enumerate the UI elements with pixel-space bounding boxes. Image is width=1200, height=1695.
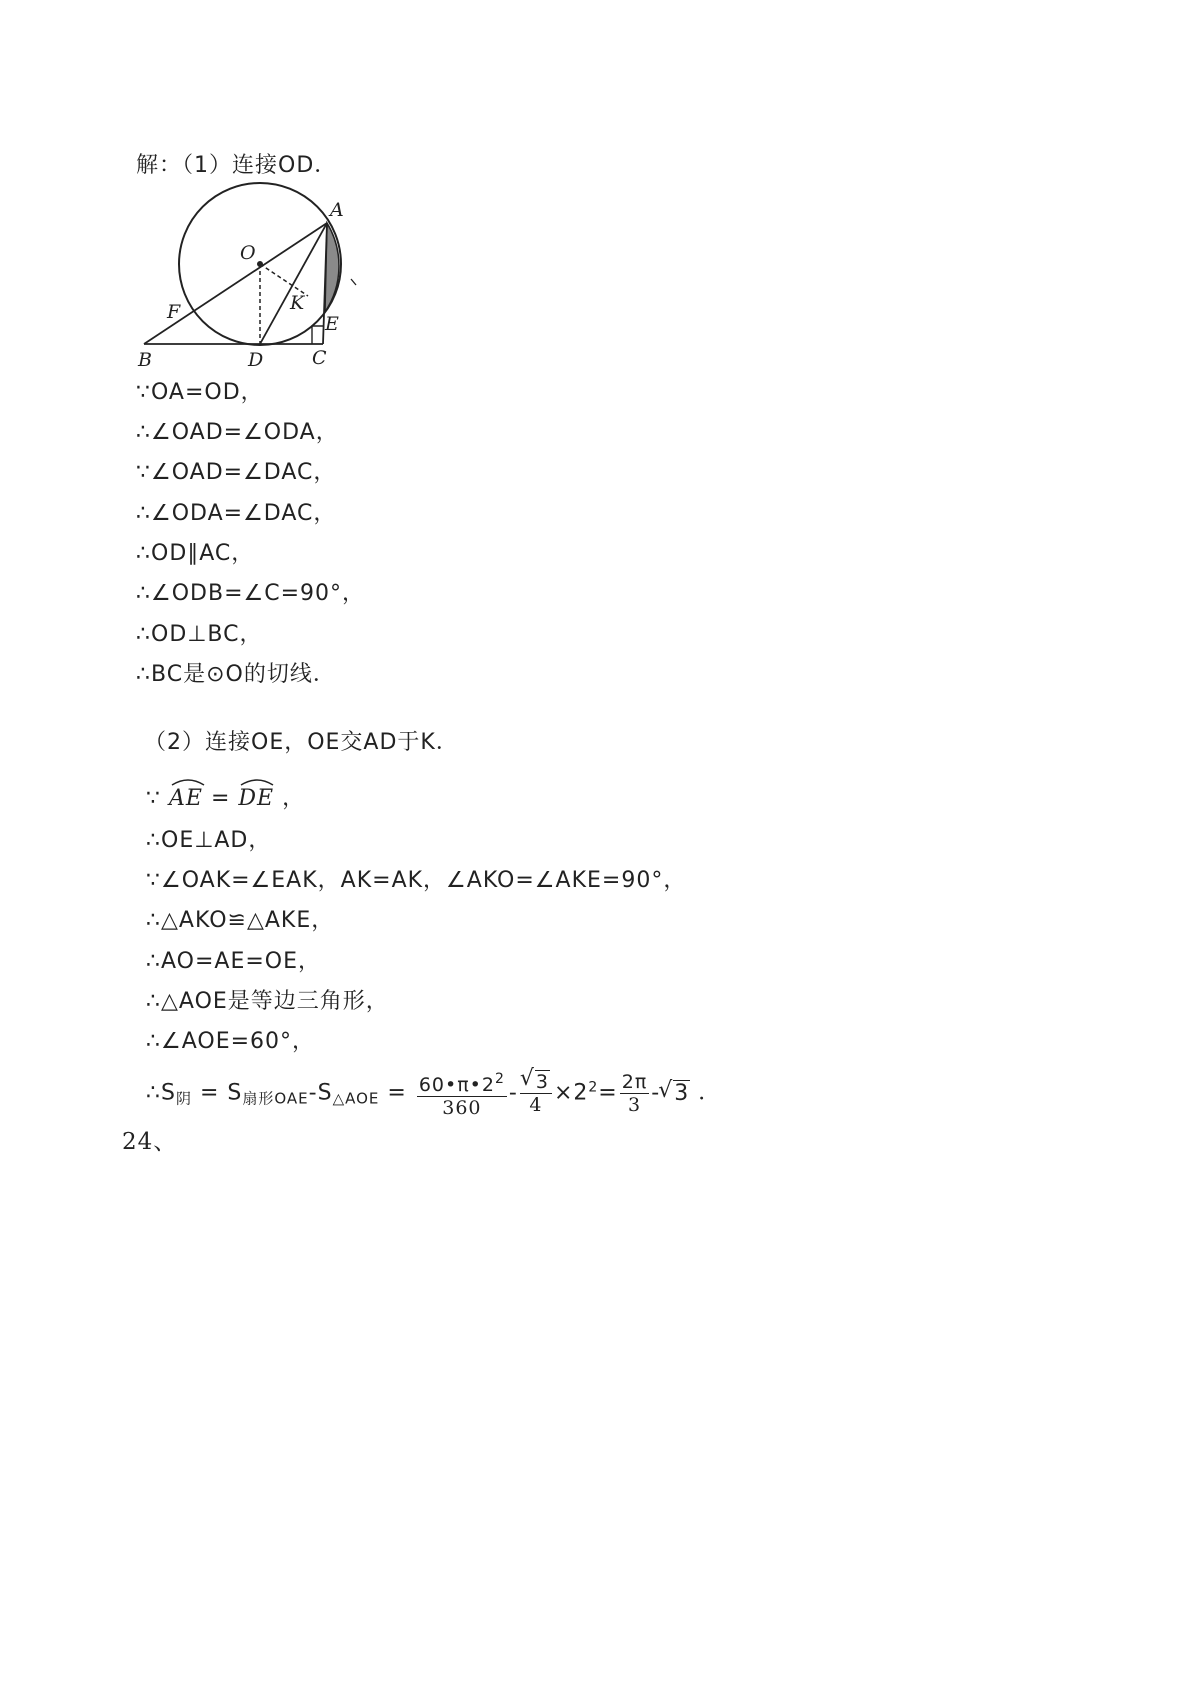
equals-sign: = xyxy=(210,786,231,811)
label-a: A xyxy=(330,199,344,221)
label-f: F xyxy=(167,301,181,323)
step-line: ∴∠ODA=∠DAC， xyxy=(136,501,337,526)
step-line: ∵OA=OD， xyxy=(136,380,264,405)
part2-heading: （2）连接OE，OE交AD于K． xyxy=(144,730,459,755)
label-e: E xyxy=(325,313,339,335)
arc-ae: AE xyxy=(169,785,203,813)
conclusion-line: ∴BC是⊙O的切线． xyxy=(136,662,336,687)
arc-equality-line xyxy=(146,785,305,813)
arc-symbol-icon xyxy=(238,775,276,787)
tick-mark xyxy=(351,279,356,285)
step-line: ∵∠OAK=∠EAK，AK=AK，∠AKO=∠AKE=90°， xyxy=(146,868,687,893)
right-angle-c xyxy=(312,326,323,344)
fraction-sector: $\frac{60•\pi•2^2}{360}$ xyxy=(418,1071,505,1119)
step-line: ∴∠ODB=∠C=90°， xyxy=(136,581,366,606)
solution-heading: 解：（1）连接OD． xyxy=(136,153,338,178)
arc-de: DE xyxy=(238,785,274,813)
label-c: C xyxy=(312,347,327,369)
label-k: K xyxy=(290,292,305,314)
step-line: ∵∠OAD=∠DAC， xyxy=(136,460,337,485)
comma: ， xyxy=(282,786,306,811)
because-symbol: ∵ xyxy=(146,786,161,811)
geometry-figure xyxy=(138,199,370,380)
step-line: ∴∠OAD=∠ODA， xyxy=(136,420,339,445)
center-dot xyxy=(257,261,263,267)
fraction-triangle: √ $\frac{3}{4}$ xyxy=(520,1071,552,1116)
question-number: 24、 xyxy=(122,1129,178,1155)
step-line: ∴△AOE是等边三角形， xyxy=(146,989,389,1014)
step-line: ∴OD∥AC， xyxy=(136,541,255,566)
area-formula: $\therefore S_阴 = S_{扇形OAE}-S_{\triangle AOE}$ = $\frac{60•\pi•2^2}{360}$ - √ $\frac{3}{4}$ $\times 2^2=$ $\frac{2\pi}{3}$ -√ 3 ． xyxy=(146,1068,721,1119)
step-line: ∴∠AOE=60°， xyxy=(146,1029,316,1054)
step-line: ∴AO=AE=OE， xyxy=(146,949,322,974)
step-line: ∴OD⊥BC， xyxy=(136,622,263,647)
step-line: ∴△AKO≌△AKE， xyxy=(146,908,335,933)
step-line: ∴OE⊥AD， xyxy=(146,828,272,853)
fraction-result: $\frac{2\pi}{3}$ xyxy=(621,1071,648,1116)
label-o: O xyxy=(240,242,256,264)
label-d: D xyxy=(248,349,264,371)
segment-ba xyxy=(144,223,327,344)
arc-symbol-icon xyxy=(169,775,207,787)
label-b: B xyxy=(138,349,152,371)
